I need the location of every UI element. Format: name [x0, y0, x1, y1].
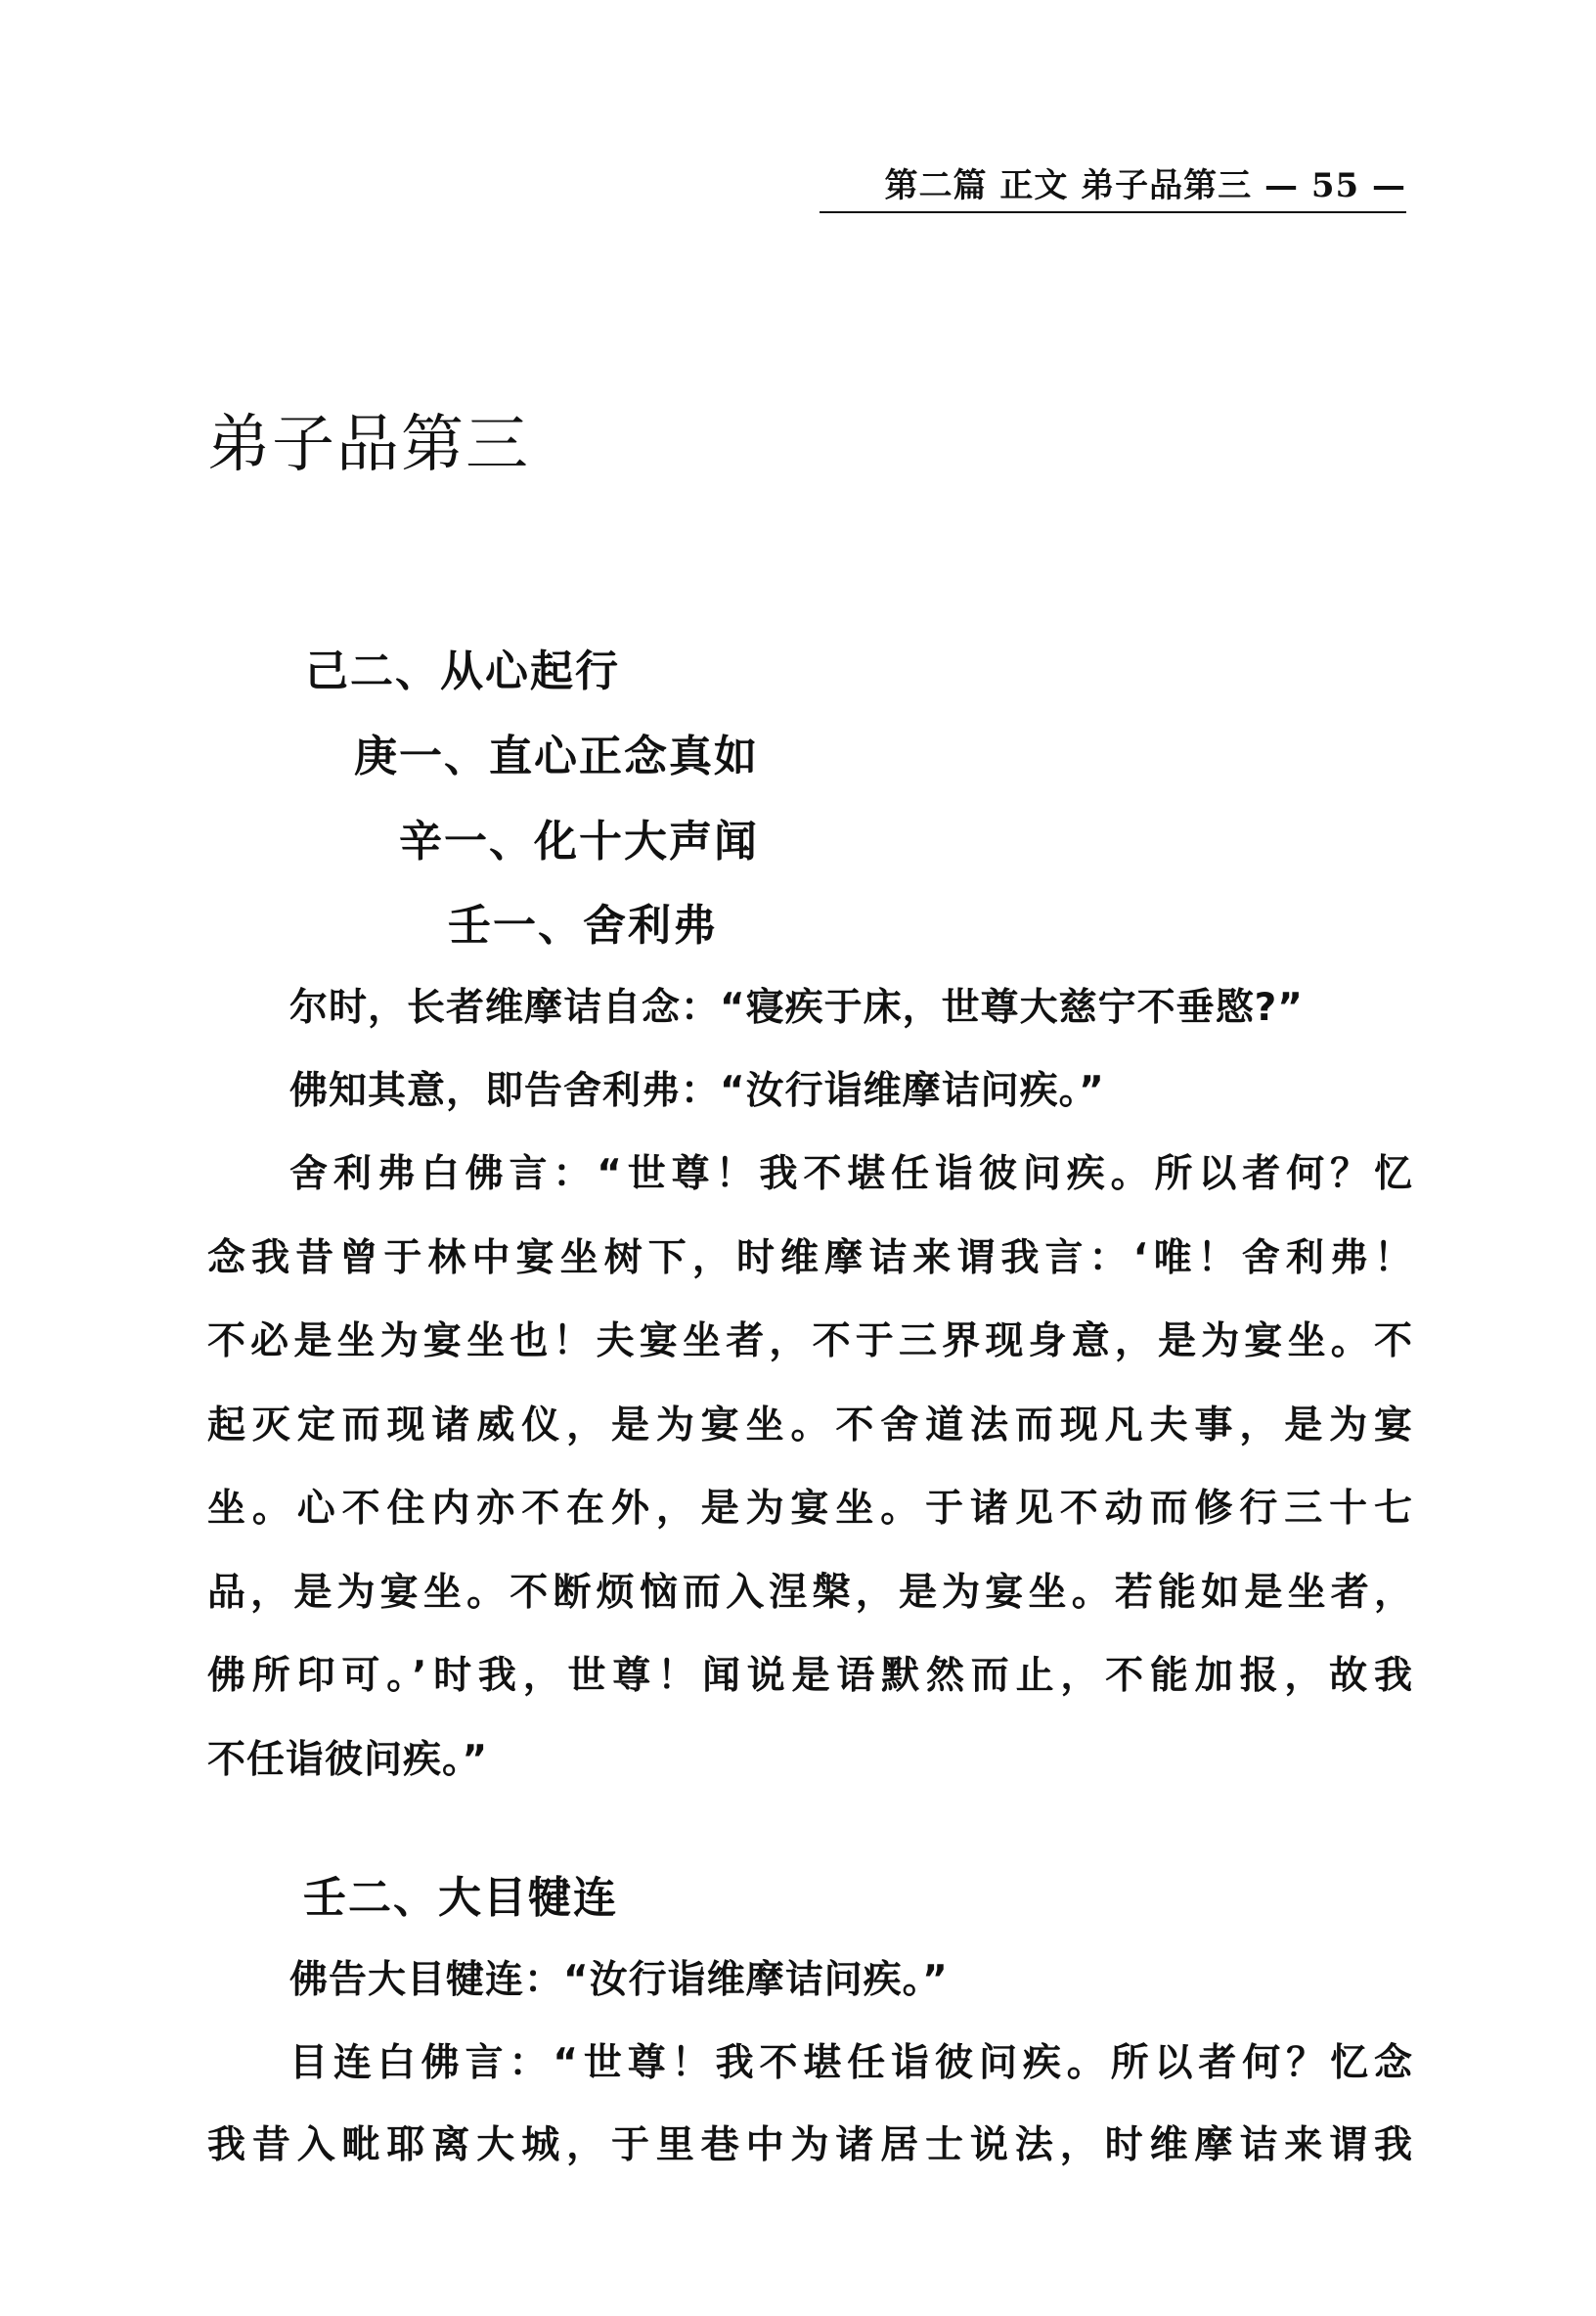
body-line: 念我昔曾于林中宴坐树下，时维摩诘来谓我言：‘唯！舍利弗！ — [207, 1236, 1412, 1280]
body-line: 我昔入毗耶离大城，于里巷中为诸居士说法，时维摩诘来谓我 — [207, 2123, 1412, 2167]
section-heading-ren2: 壬二、大目犍连 — [303, 1873, 618, 1923]
body-line: 佛所印可。’时我，世尊！闻说是语默然而止，不能加报，故我 — [207, 1654, 1412, 1698]
body-line: 不必是坐为宴坐也！夫宴坐者，不于三界现身意，是为宴坐。不 — [207, 1319, 1412, 1363]
body-line: 佛告大目犍连：“汝行诣维摩诘问疾。” — [289, 1958, 949, 2002]
section-heading-ji2: 己二、从心起行 — [305, 646, 620, 696]
body-line: 坐。心不住内亦不在外，是为宴坐。于诸见不动而修行三十七 — [207, 1487, 1412, 1531]
running-header: 第二篇 正文 弟子品第三 — 55 — — [820, 162, 1406, 213]
body-line: 尔时，长者维摩诘自念：“寝疾于床，世尊大慈宁不垂愍?” — [289, 986, 1304, 1030]
body-line: 品，是为宴坐。不断烦恼而入涅槃，是为宴坐。若能如是坐者， — [207, 1571, 1412, 1615]
body-line: 舍利弗白佛言：“世尊！我不堪任诣彼问疾。所以者何？忆 — [289, 1152, 1412, 1196]
section-heading-xin1: 辛一、化十大声闻 — [399, 817, 759, 867]
section-heading-ren1: 壬一、舍利弗 — [448, 901, 718, 951]
chapter-title: 弟子品第三 — [207, 409, 530, 481]
body-line: 不任诣彼问疾。” — [207, 1738, 489, 1782]
section-heading-geng1: 庚一、直心正念真如 — [354, 732, 759, 781]
body-line: 目连白佛言：“世尊！我不堪任诣彼问疾。所以者何？忆念 — [289, 2041, 1412, 2085]
body-line: 佛知其意，即告舍利弗：“汝行诣维摩诘问疾。” — [289, 1069, 1105, 1113]
body-line: 起灭定而现诸威仪，是为宴坐。不舍道法而现凡夫事，是为宴 — [207, 1403, 1412, 1448]
